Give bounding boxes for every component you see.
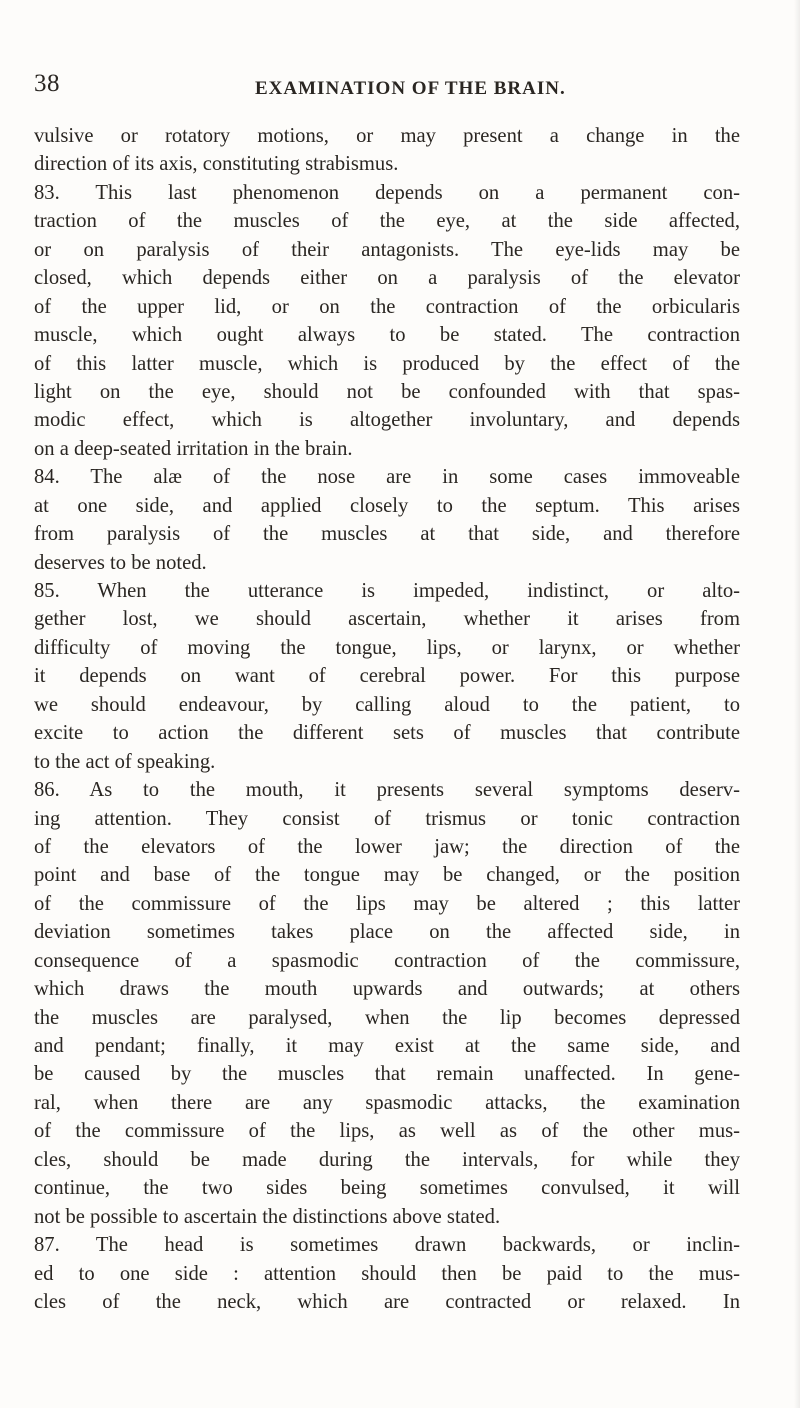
text-line: vulsive or rotatory motions, or may present a change in the (34, 125, 740, 147)
text-line: difficulty of moving the tongue, lips, or larynx, or whether (34, 636, 740, 659)
text-line: traction of the muscles of the eye, at the side affected, (34, 210, 740, 233)
text-line: of the commissure of the lips may be altered ; this latter (34, 892, 740, 915)
text-line: consequence of a spasmodic contraction of the commissure, (34, 949, 740, 972)
text-line: or on paralysis of their antagonists. The eye-lids may be (34, 238, 740, 261)
text-line: at one side, and applied closely to the septum. This arises (34, 494, 740, 517)
text-line: 84. The alæ of the nose are in some cases immoveable (34, 466, 740, 489)
text-line: of the upper lid, or on the contraction of the orbicularis (34, 295, 740, 318)
text-line: the muscles are paralysed, when the lip becomes depressed (34, 1006, 740, 1029)
text-line: gether lost, we should ascertain, whether it arises from (34, 608, 740, 631)
text-line: 87. The head is sometimes drawn backwards, or inclin- (34, 1234, 740, 1257)
text-line: we should endeavour, by calling aloud to the patient, to (34, 693, 740, 716)
text-line: of this latter muscle, which is produced by the effect of the (34, 352, 740, 375)
text-line: ral, when there are any spasmodic attacks, the examination (34, 1091, 740, 1114)
text-line: of the elevators of the lower jaw; the direction of the (34, 835, 740, 858)
text-line: deviation sometimes takes place on the affected side, in (34, 921, 740, 944)
text-line: ed to one side : attention should then be paid to the mus- (34, 1262, 740, 1285)
text-line: it depends on want of cerebral power. For this purpose (34, 665, 740, 688)
text-line: and pendant; finally, it may exist at the same side, and (34, 1035, 740, 1057)
text-line: to the act of speaking. (34, 750, 216, 773)
text-line: of the commissure of the lips, as well as of the other mus- (34, 1120, 740, 1143)
text-line: continue, the two sides being sometimes convulsed, it will (34, 1177, 740, 1200)
text-line: closed, which depends either on a paralysis of the elevator (34, 267, 740, 290)
text-line: which draws the mouth upwards and outwards; at others (34, 978, 740, 1001)
text-line: excite to action the different sets of muscles that contribute (34, 722, 740, 745)
text-line: ing attention. They consist of trismus or tonic contraction (34, 807, 740, 830)
text-line: not be possible to ascertain the distinctions above stated. (34, 1205, 501, 1228)
text-line: muscle, which ought always to be stated. The contraction (34, 324, 740, 347)
text-line: on a deep-seated irritation in the brain. (34, 437, 353, 460)
text-line: point and base of the tongue may be changed, or the position (34, 864, 740, 887)
text-line: cles, should be made during the intervals, for while they (34, 1148, 740, 1171)
text-line: 85. When the utterance is impeded, indistinct, or alto- (34, 580, 740, 602)
text-line: from paralysis of the muscles at that side, and therefore (34, 523, 740, 546)
text-line: be caused by the muscles that remain unaffected. In gene- (34, 1063, 740, 1086)
page-edge-shadow (794, 0, 800, 1408)
page-header (34, 70, 744, 110)
text-line: light on the eye, should not be confounded with that spas- (34, 380, 740, 403)
text-line: deserves to be noted. (34, 551, 207, 574)
text-line: direction of its axis, constituting strabismus. (34, 153, 399, 176)
text-line: cles of the neck, which are contracted or relaxed. In (34, 1290, 740, 1313)
text-line: 83. This last phenomenon depends on a permanent con- (34, 181, 740, 204)
page-number: 38 (34, 70, 60, 97)
text-line: 86. As to the mouth, it presents several symptoms deserv- (34, 779, 740, 802)
text-line: modic effect, which is altogether involuntary, and depends (34, 409, 740, 432)
body-text (34, 122, 740, 1316)
running-title: EXAMINATION OF THE BRAIN. (255, 78, 566, 99)
